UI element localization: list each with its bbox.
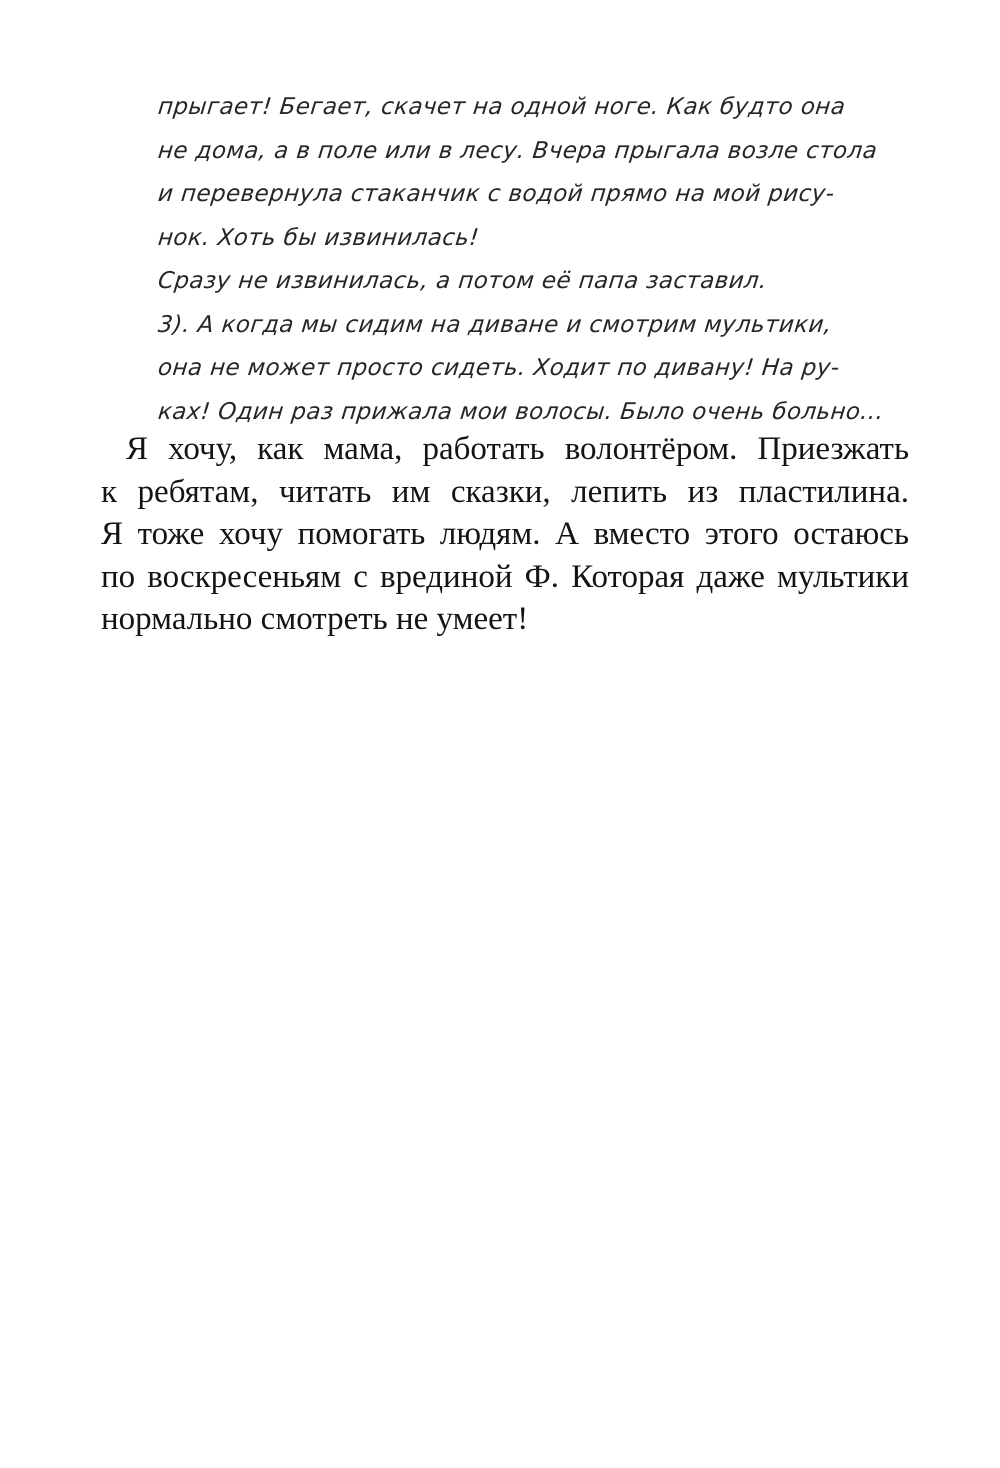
- paragraph-line: по воскресеньям с врединой Ф. Которая даже мультики: [101, 558, 909, 595]
- handwritten-line: Сразу не извинилась, а потом её папа заставил.: [156, 268, 769, 294]
- handwritten-line: ках! Один раз прижала мои волосы. Было очень больно...: [156, 398, 886, 425]
- handwritten-line: не дома, а в поле или в лесу. Вчера прыгала возле стола: [156, 137, 879, 164]
- paragraph-line: Я тоже хочу помогать людям. А вместо этого остаюсь: [101, 516, 909, 553]
- paragraph-line: к ребятам, читать им сказки, лепить из пластилина.: [101, 473, 909, 510]
- body-paragraph: [101, 428, 909, 641]
- handwritten-line: она не может просто сидеть. Ходит по дивану! На ру-: [156, 355, 841, 381]
- handwritten-line: прыгает! Бегает, скачет на одной ноге. Как будто она: [156, 94, 847, 120]
- paragraph-line: Я хочу, как мама, работать волонтёром. Приезжать: [126, 431, 909, 467]
- handwritten-note: [156, 86, 886, 434]
- paragraph-line: нормально смотреть не умеет!: [101, 601, 529, 638]
- handwritten-line: и перевернула стаканчик с водой прямо на мой рису-: [156, 181, 836, 207]
- handwritten-line: 3). А когда мы сидим на диване и смотрим мультики,: [156, 311, 834, 338]
- handwritten-line: нок. Хоть бы извинилась!: [156, 224, 481, 251]
